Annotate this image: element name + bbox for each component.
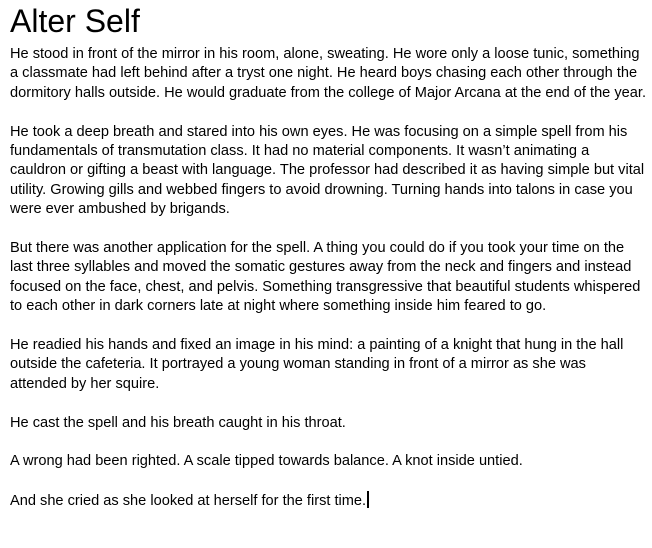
paragraph-5: He cast the spell and his breath caught in his throat. (10, 414, 346, 431)
paragraph-2: He took a deep breath and stared into his own eyes. He was focusing on a simple spell from his fundamentals of transmutation class. It had no material components. It wasn’t animating a cauldron or gifting a beast with language. The professor had described it as having simple but vital utility. Growing gills and webbed fingers to avoid drowning. Turning hands into talons in case you were ever ambushed by brigands. (10, 123, 645, 218)
paragraph-7 (10, 491, 646, 511)
document-body[interactable] (10, 0, 646, 512)
document-title: Alter Self (10, 3, 140, 39)
paragraph-7-text: And she cried as she looked at herself for the first time. (10, 493, 367, 510)
paragraph-3: But there was another application for the spell. A thing you could do if you took your time on the last three syllables and moved the somatic gestures away from the neck and fingers and instead focused on the face, chest, and pelvis. Something transgressive that beautiful students whispered to each other in dark corners late at night where something inside him feared to go. (10, 240, 641, 315)
paragraph-1: He stood in front of the mirror in his room, alone, sweating. He wore only a loose tunic, something a classmate had left behind after a tryst one night. He heard boys chasing each other through the dormitory halls outside. He would graduate from the college of Major Arcana at the end of the year. (10, 46, 646, 101)
text-cursor (367, 491, 369, 508)
paragraph-6: A wrong had been righted. A scale tipped towards balance. A knot inside untied. (10, 453, 523, 470)
paragraph-4: He readied his hands and fixed an image in his mind: a painting of a knight that hung in the hall outside the cafeteria. It portrayed a young woman standing in front of a mirror as she was attended by her squire. (10, 337, 624, 392)
